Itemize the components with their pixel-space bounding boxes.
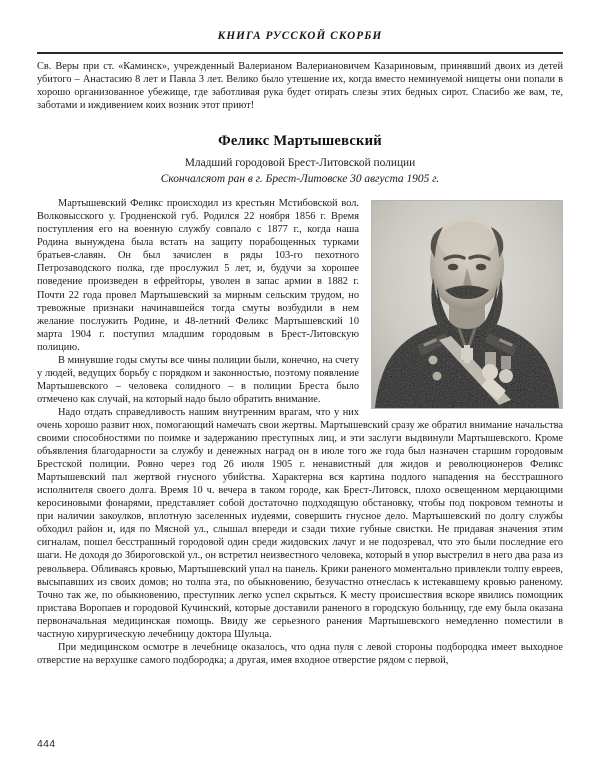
- article-paragraph: Мартышевский Феликс происходил из крестьян Мстибовской вол. Волковысского у. Гродненской губ. Родился 22 ноября 1856 г. Время поступления его на военную службу совпало с 1877 г., когда наша Родина вынуждена была встать на защиту порабощенных турками братьев-славян. Он был зачислен в ряды 103-го пехотного Петрозаводского полка, где прослужил 5 лет, и, будучи за хорошее поведение произведен в ефрейторы, уволен в запас армии в 1882 г. Почти 22 года провел Мартышевский за мирным сельским трудом, но тревожные признаки начинавшейся тогда смуты возбудили в нем желание послужить Родине, и 48-летний Феликс Мартышевский 10 марта 1904 г. поступил младшим городовым в Брест-Литовскую полицию.: [37, 198, 359, 353]
- portrait-photo: [371, 200, 563, 409]
- intro-paragraph: Св. Веры при ст. «Каминск», учрежденный Валерианом Валериановичем Казариновым, принявший двоих из детей убитого – Анастасию 8 лет и Павла 3 лет. Велико было утешение их, когда вместо неминуемой нищеты они попали в хорошо организованное убежище, где заботливая рука будет отирать слезы этих бедных сирот. Спасибо же вам, те, заботами и иждивением коих возник этот приют!: [37, 61, 563, 112]
- running-head: КНИГА РУССКОЙ СКОРБИ: [217, 30, 383, 42]
- article-title: Феликс Мартышевский: [218, 133, 382, 150]
- article-paragraph: Надо отдать справедливость нашим внутренним врагам, что у них очень хорошо развит нюх, помогающий намечать свои жертвы. Мартышевский сразу же обратил внимание начальства своими способностями по поимке и задержанию преступных лиц, и эти заслуги выдвинули Мартышевского. Кроме объявления благодарности за службу и денежных наград он в июле того же года был назначен старшим городовым Брестской полиции. Ровно через год 26 июля 1905 г. ненавистный для жидов и революционеров Феликс Мартышевский пал жертвой гнусного убийства. Характерна вся картина подлого нападения на бесстрашного исполнителя своего долга. Время 10 ч. вечера в таком городе, как Брест-Литовск, плохо освещенном мерцающими керосиновыми фонарями, представляет собой достаточно подходящую обстановку, чтобы под покровом темноты и при наличии закоулков, вплотную заселенных иудеями, совершить гнусное дело. Мартышевский по долгу службы обходил район и, идя по Мясной ул., слышал впереди и сзади тихие губные свистки. Не придавая значения этим сигналам, пошел бесстрашный городовой один среди жидовских лачуг и не подозревал, что это были последние его шаги. Не доходя до Збироговской ул., он встретил неизвестного человека, который в упор выстрелил в него два раза из револьвера. Обливаясь кровью, Мартышевский упал на панель. Крики раненого моментально привлекли толпу евреев, высыпавших из своих домов; но толпа эта, по обыкновению, безучастно отнеслась к истекавшему кровью раненому. Точно так же, по обыкновению, преступник легко успел скрыться. К месту происшествия вскоре явились помощник пристава Воропаев и городовой Кучинский, которые доставили раненого в городскую больницу, где ему была оказана первоначальная медицинская помощь. Ввиду же серьезного ранения Мартышевского немедленно поместили в частную хирургическую лечебницу доктора Шульца.: [37, 406, 563, 640]
- text-column: [37, 60, 563, 667]
- section-gap: [37, 112, 563, 133]
- article-paragraph: При медицинском осмотре в лечебнице оказалось, что одна пуля с левой стороны подбородка имеет выходное отверстие на верхушке самого подбородка; а другая, имея входное отверстие рядом с первой,: [37, 641, 563, 666]
- article-paragraph: В минувшие годы смуты все чины полиции были, конечно, на счету у людей, ведущих борьбу с порядком и законностью, поэтому появление Мартышевского – человека солидного – в полиции Бреста было отмечено как случай, на который надо было обратить внимание.: [37, 354, 359, 405]
- page-number: 444: [37, 738, 56, 750]
- article-subtitle: Младший городовой Брест-Литовской полиции: [184, 157, 416, 170]
- article-date-line: Скончалсяот ран в г. Брест-Литовске 30 августа 1905 г.: [160, 173, 440, 186]
- header-rule: [37, 52, 563, 54]
